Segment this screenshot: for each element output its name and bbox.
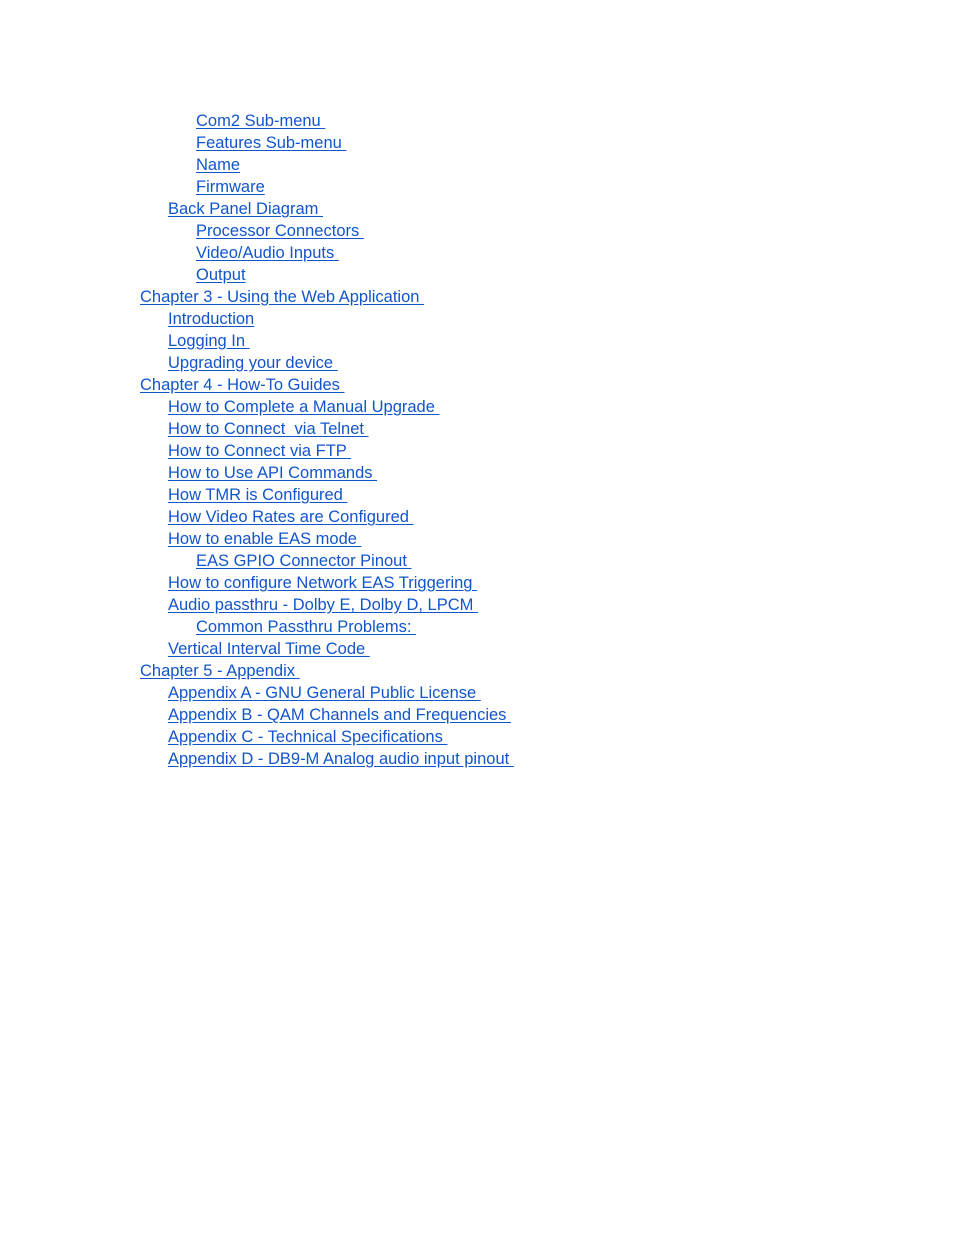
toc-link[interactable]: How to configure Network EAS Triggering <box>168 574 478 592</box>
toc-link[interactable]: Video/Audio Inputs <box>196 244 339 262</box>
toc-entry <box>140 330 514 352</box>
toc-entry <box>140 286 514 308</box>
toc-link[interactable]: Appendix C - Technical Specifications <box>168 728 448 746</box>
toc-link[interactable]: How to Connect via FTP <box>168 442 352 460</box>
toc-entry <box>140 682 514 704</box>
toc-link[interactable]: How Video Rates are Configured <box>168 508 414 526</box>
toc-entry <box>140 462 514 484</box>
toc-entry <box>140 440 514 462</box>
toc-entry <box>140 220 514 242</box>
toc-entry <box>140 726 514 748</box>
toc-entry <box>140 396 514 418</box>
toc-link[interactable]: Chapter 3 - Using the Web Application <box>140 288 425 306</box>
toc-link[interactable]: Appendix D - DB9-M Analog audio input pinout <box>168 750 514 768</box>
toc-link[interactable]: Com2 Sub-menu <box>196 112 326 130</box>
toc-link[interactable]: Logging In <box>168 332 250 350</box>
toc-link[interactable]: Appendix B - QAM Channels and Frequencies <box>168 706 512 724</box>
toc-entry <box>140 418 514 440</box>
toc-link[interactable]: Chapter 4 - How-To Guides <box>140 376 345 394</box>
toc-entry <box>140 528 514 550</box>
toc-entry <box>140 550 514 572</box>
toc-entry <box>140 660 514 682</box>
toc-entry <box>140 572 514 594</box>
toc-link[interactable]: Upgrading your device <box>168 354 338 372</box>
toc-link[interactable]: Firmware <box>196 178 265 196</box>
toc-entry <box>140 506 514 528</box>
toc-link[interactable]: Chapter 5 - Appendix <box>140 662 300 680</box>
toc-link[interactable]: Name <box>196 156 241 174</box>
toc-link[interactable]: How to Use API Commands <box>168 464 378 482</box>
toc-entry <box>140 132 514 154</box>
toc-link[interactable]: Features Sub-menu <box>196 134 347 152</box>
toc-entry <box>140 110 514 132</box>
toc-entry <box>140 198 514 220</box>
toc-entry <box>140 308 514 330</box>
toc-link[interactable]: How to Connect via Telnet <box>168 420 369 438</box>
toc-entry <box>140 264 514 286</box>
toc-link[interactable]: Appendix A - GNU General Public License <box>168 684 481 702</box>
toc-link[interactable]: How to Complete a Manual Upgrade <box>168 398 440 416</box>
toc-entry <box>140 242 514 264</box>
toc-entry <box>140 616 514 638</box>
toc-link[interactable]: Introduction <box>168 310 255 328</box>
toc-link[interactable]: Common Passthru Problems: <box>196 618 417 636</box>
toc-link[interactable]: Output <box>196 266 246 284</box>
toc-link[interactable]: EAS GPIO Connector Pinout <box>196 552 412 570</box>
toc-entry <box>140 352 514 374</box>
toc-entry <box>140 704 514 726</box>
toc-entry <box>140 748 514 770</box>
toc-link[interactable]: How to enable EAS mode <box>168 530 362 548</box>
toc-entry <box>140 374 514 396</box>
toc-link[interactable]: Audio passthru - Dolby E, Dolby D, LPCM <box>168 596 478 614</box>
toc-entry <box>140 176 514 198</box>
toc-link[interactable]: Processor Connectors <box>196 222 364 240</box>
toc-link[interactable]: Back Panel Diagram <box>168 200 323 218</box>
table-of-contents <box>140 110 514 770</box>
toc-link[interactable]: How TMR is Configured <box>168 486 348 504</box>
toc-entry <box>140 594 514 616</box>
toc-entry <box>140 484 514 506</box>
toc-entry <box>140 154 514 176</box>
toc-link[interactable]: Vertical Interval Time Code <box>168 640 370 658</box>
toc-entry <box>140 638 514 660</box>
